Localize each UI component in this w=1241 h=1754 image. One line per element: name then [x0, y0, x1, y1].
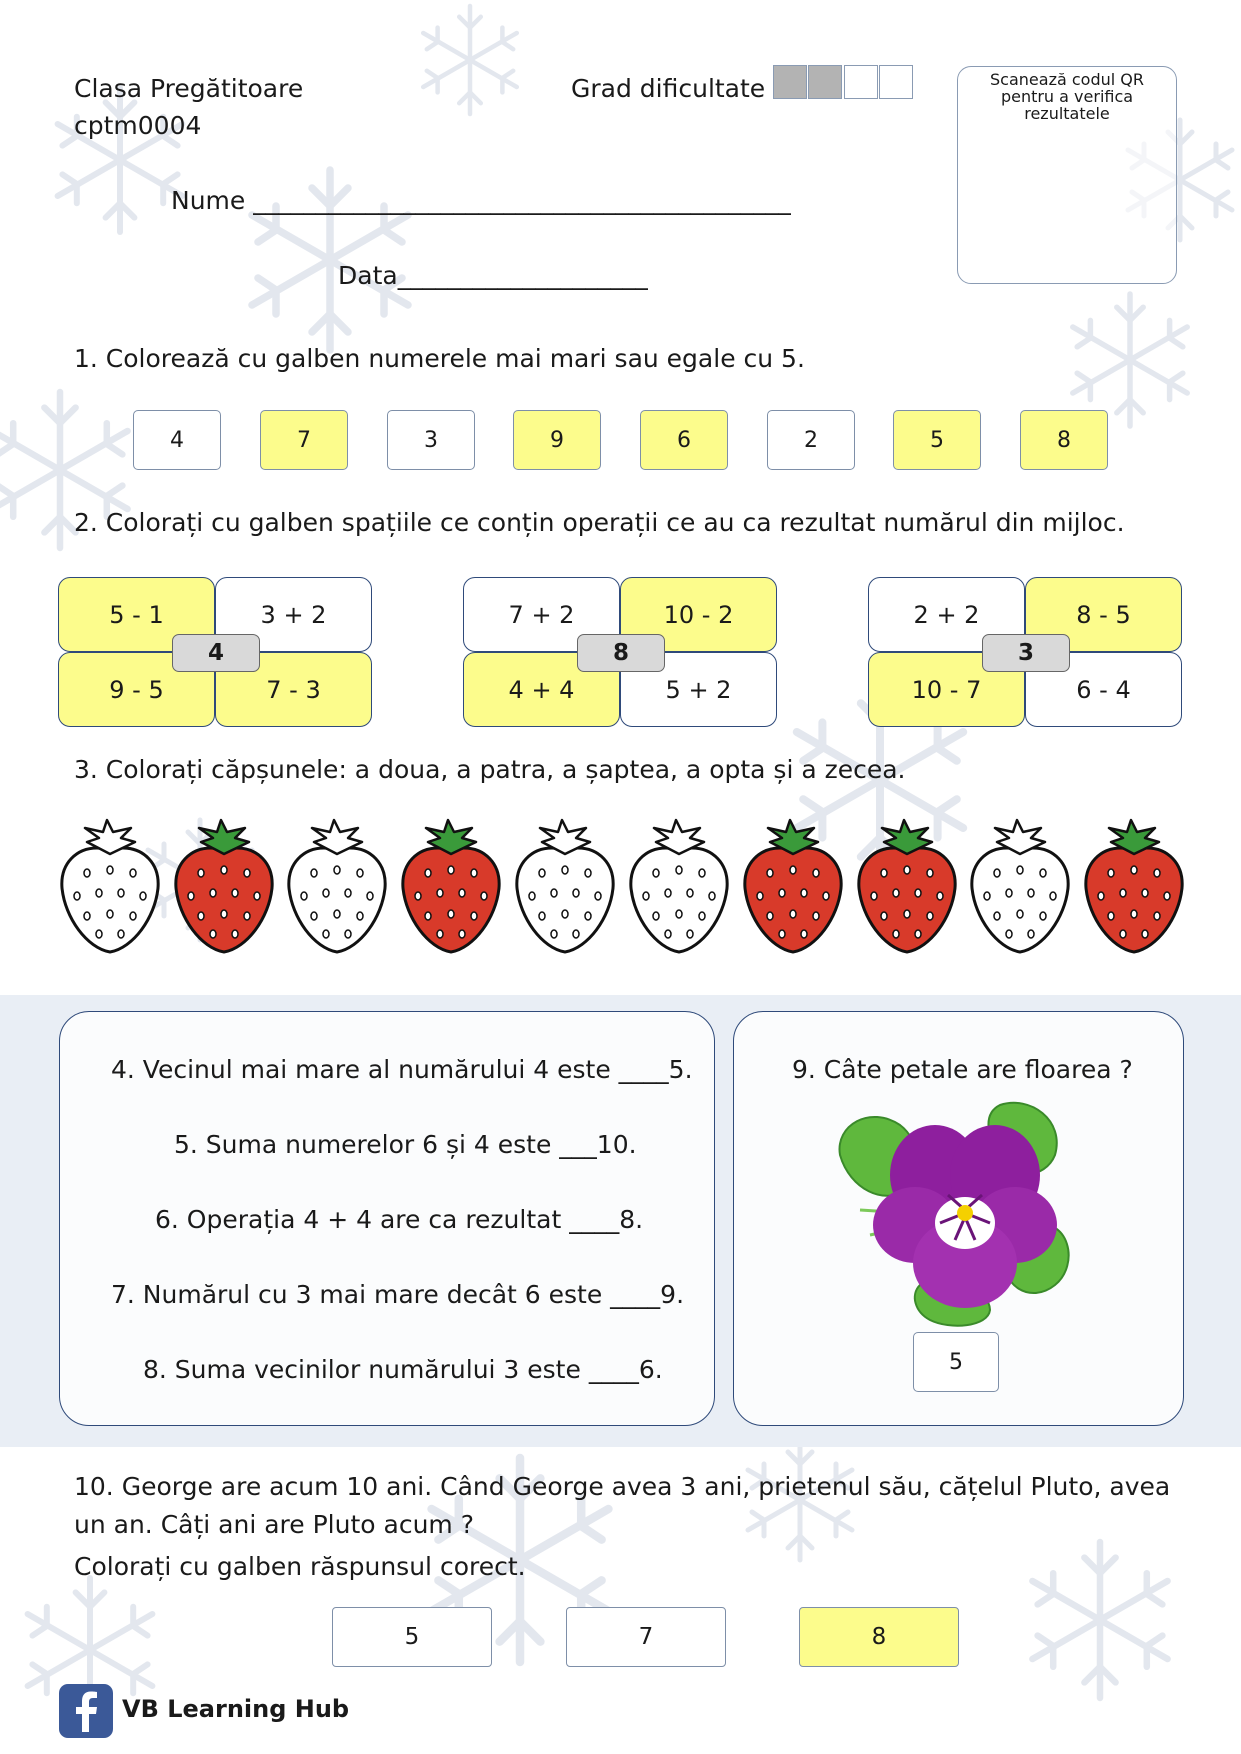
- ex2-prompt: 2. Colorați cu galben spațiile ce conțin operații ce au ca rezultat numărul din mijloc.: [74, 508, 1125, 537]
- difficulty-box: [808, 65, 842, 99]
- ex5-statement: 5. Suma numerelor 6 și 4 este ___10.: [174, 1130, 637, 1159]
- strawberry-colored-icon[interactable]: [854, 818, 960, 956]
- ex10-line3: Colorați cu galben răspunsul corect.: [74, 1552, 526, 1581]
- strawberry-colored-icon[interactable]: [740, 818, 846, 956]
- ex7-statement: 7. Numărul cu 3 mai mare decât 6 este ____9.: [111, 1280, 685, 1309]
- strawberry-uncolored-icon[interactable]: [967, 818, 1073, 956]
- strawberry-uncolored-icon[interactable]: [512, 818, 618, 956]
- ex3-prompt: 3. Colorați căpșunele: a doua, a patra, a șaptea, a opta și a zecea.: [74, 755, 906, 784]
- ex2-group: [868, 577, 1184, 729]
- ex2-operation-cell[interactable]: 10 - 2: [620, 577, 777, 652]
- ex1-number-box[interactable]: 6: [640, 410, 728, 470]
- ex10-line1: 10. George are acum 10 ani. Când George avea 3 ani, prietenul său, cățelul Pluto, avea: [74, 1472, 1171, 1501]
- ex2-operation-cell[interactable]: 5 + 2: [620, 652, 777, 727]
- difficulty-box: [773, 65, 807, 99]
- ex9-answer-box[interactable]: 5: [913, 1332, 999, 1392]
- ex2-target-number: 3: [982, 634, 1070, 672]
- brand-name: VB Learning Hub: [122, 1695, 350, 1723]
- ex1-number-box[interactable]: 5: [893, 410, 981, 470]
- ex1-number-box[interactable]: 8: [1020, 410, 1108, 470]
- ex2-operation-cell[interactable]: 6 - 4: [1025, 652, 1182, 727]
- ex2-group: [58, 577, 374, 729]
- ex1-number-box[interactable]: 4: [133, 410, 221, 470]
- worksheet-code: cptm0004: [74, 111, 202, 140]
- strawberry-uncolored-icon[interactable]: [284, 818, 390, 956]
- strawberry-uncolored-icon[interactable]: [57, 818, 163, 956]
- class-name: Clasa Pregătitoare: [74, 74, 304, 103]
- ex2-operation-cell[interactable]: 3 + 2: [215, 577, 372, 652]
- difficulty-box: [844, 65, 878, 99]
- ex2-target-number: 8: [577, 634, 665, 672]
- ex2-group: [463, 577, 779, 729]
- ex2-operation-cell[interactable]: 7 - 3: [215, 652, 372, 727]
- ex10-line2: un an. Câți ani are Pluto acum ?: [74, 1510, 474, 1539]
- ex2-operation-cell[interactable]: 9 - 5: [58, 652, 215, 727]
- date-field[interactable]: Data____________________: [338, 261, 648, 290]
- ex6-statement: 6. Operația 4 + 4 are ca rezultat ____8.: [155, 1205, 644, 1234]
- ex1-number-box[interactable]: 2: [767, 410, 855, 470]
- ex1-number-box[interactable]: 3: [387, 410, 475, 470]
- pansy-flower-image: [830, 1095, 1080, 1330]
- ex2-operation-cell[interactable]: 2 + 2: [868, 577, 1025, 652]
- qr-code-box: [957, 66, 1177, 284]
- ex4-statement: 4. Vecinul mai mare al numărului 4 este ____5.: [111, 1055, 693, 1084]
- difficulty-label: Grad dificultate: [571, 74, 766, 103]
- strawberry-colored-icon[interactable]: [171, 818, 277, 956]
- ex9-question: 9. Câte petale are floarea ?: [792, 1055, 1133, 1084]
- ex2-operation-cell[interactable]: 8 - 5: [1025, 577, 1182, 652]
- ex8-statement: 8. Suma vecinilor numărului 3 este ____6.: [143, 1355, 663, 1384]
- name-field[interactable]: Nume ___________________________________________: [171, 186, 791, 215]
- ex2-target-number: 4: [172, 634, 260, 672]
- ex2-operation-cell[interactable]: 4 + 4: [463, 652, 620, 727]
- ex10-answer-option[interactable]: 5: [332, 1607, 492, 1667]
- qr-instructions: Scanează codul QR pentru a verifica rezultatele: [990, 70, 1144, 123]
- ex10-answer-option[interactable]: 7: [566, 1607, 726, 1667]
- ex2-operation-cell[interactable]: 10 - 7: [868, 652, 1025, 727]
- ex2-operation-cell[interactable]: 5 - 1: [58, 577, 215, 652]
- facebook-icon: [59, 1684, 113, 1738]
- ex1-number-box[interactable]: 9: [513, 410, 601, 470]
- ex10-answer-option[interactable]: 8: [799, 1607, 959, 1667]
- difficulty-box: [879, 65, 913, 99]
- strawberry-colored-icon[interactable]: [398, 818, 504, 956]
- strawberry-uncolored-icon[interactable]: [626, 818, 732, 956]
- ex2-operation-cell[interactable]: 7 + 2: [463, 577, 620, 652]
- ex1-number-box[interactable]: 7: [260, 410, 348, 470]
- strawberry-colored-icon[interactable]: [1081, 818, 1187, 956]
- ex1-prompt: 1. Colorează cu galben numerele mai mari sau egale cu 5.: [74, 344, 805, 373]
